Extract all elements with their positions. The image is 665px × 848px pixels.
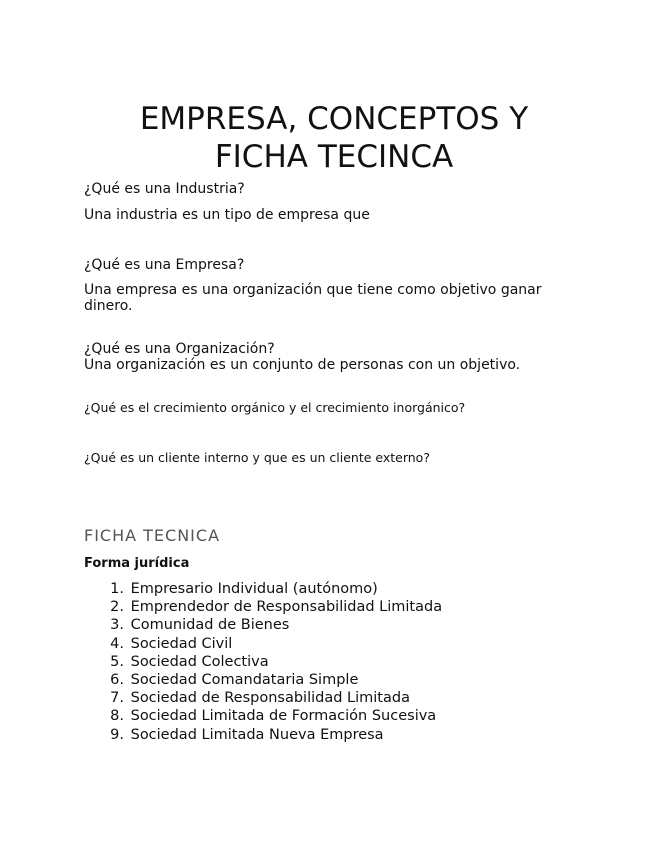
list-number: 2.	[110, 599, 124, 616]
list-item	[102, 707, 442, 725]
question-industria: ¿Qué es una Industria?	[84, 181, 245, 197]
question-organizacion: ¿Qué es una Organización?	[84, 341, 275, 357]
list-item	[102, 616, 442, 634]
list-number: 4.	[110, 635, 124, 652]
title-line-1: EMPRESA, CONCEPTOS Y	[139, 101, 529, 137]
list-item	[102, 689, 442, 707]
list-item-label: Comunidad de Bienes	[130, 617, 290, 634]
question-crecimiento: ¿Qué es el crecimiento orgánico y el crecimiento inorgánico?	[84, 400, 466, 415]
document-title	[84, 100, 584, 176]
list-number: 6.	[110, 671, 124, 688]
subheading-forma-juridica: Forma jurídica	[84, 556, 190, 571]
list-number: 9.	[110, 726, 124, 743]
list-item-label: Sociedad Limitada de Formación Sucesiva	[130, 708, 437, 725]
list-item-label: Sociedad de Responsabilidad Limitada	[130, 690, 410, 707]
section-title-ficha-tecnica: FICHA TECNICA	[84, 526, 221, 545]
list-item	[102, 598, 442, 616]
list-item-label: Sociedad Limitada Nueva Empresa	[130, 726, 384, 743]
legal-forms-list	[102, 580, 442, 744]
list-item-label: Sociedad Comandataria Simple	[130, 671, 359, 688]
question-cliente: ¿Qué es un cliente interno y que es un cliente externo?	[84, 450, 430, 465]
list-item-label: Empresario Individual (autónomo)	[130, 581, 378, 597]
list-item	[102, 653, 442, 671]
list-item-label: Emprendedor de Responsabilidad Limitada	[130, 599, 443, 616]
list-number: 3.	[110, 617, 124, 634]
answer-empresa: Una empresa es una organización que tiene como objetivo ganar dinero.	[84, 282, 542, 314]
list-number: 7.	[110, 690, 124, 707]
list-number: 5.	[110, 653, 124, 670]
list-item	[102, 580, 442, 598]
list-item	[102, 635, 442, 653]
answer-organizacion: Una organización es un conjunto de personas con un objetivo.	[84, 357, 521, 373]
list-item	[102, 726, 442, 744]
list-item	[102, 671, 442, 689]
answer-industria: Una industria es un tipo de empresa que	[84, 207, 370, 223]
question-empresa: ¿Qué es una Empresa?	[84, 257, 245, 273]
list-number: 1.	[110, 581, 124, 597]
list-item-label: Sociedad Civil	[130, 635, 233, 652]
list-item-label: Sociedad Colectiva	[130, 653, 269, 670]
list-number: 8.	[110, 708, 124, 725]
title-line-2: FICHA TECINCA	[214, 139, 454, 175]
